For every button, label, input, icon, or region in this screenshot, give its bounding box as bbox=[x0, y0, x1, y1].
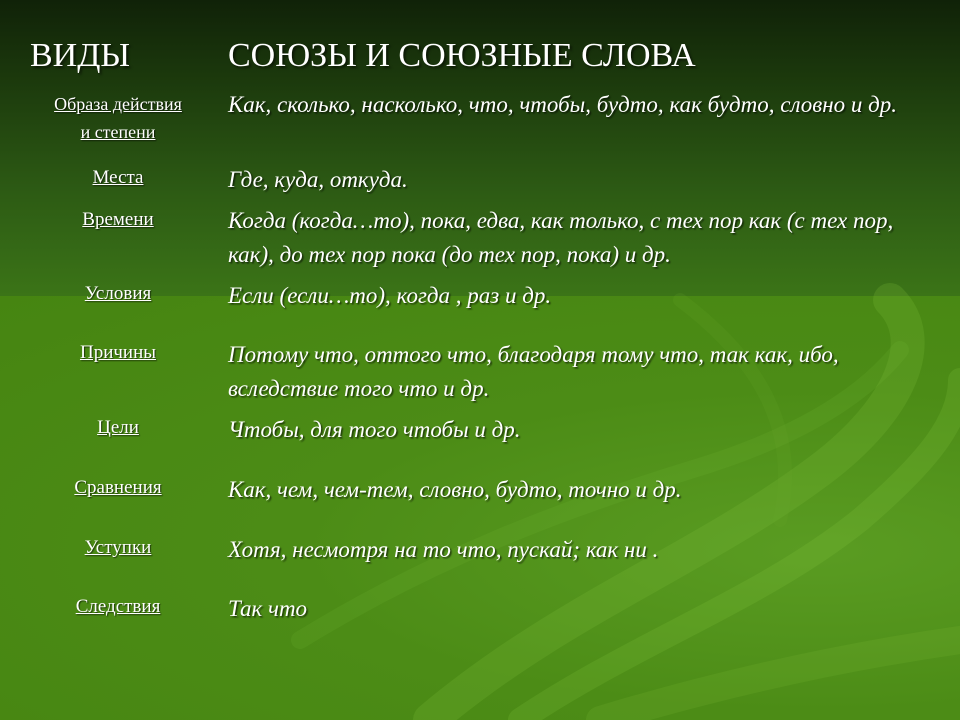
conjunctions-text: Когда (когда…то), пока, едва, как только, с тех пор как (с тех пор, как), до тех пор пока (до тех пор, пока) и др. bbox=[228, 208, 894, 267]
column-header-types: ВИДЫ bbox=[30, 37, 131, 74]
type-label bbox=[18, 90, 218, 146]
type-label-line: и степени bbox=[80, 122, 156, 142]
type-label: Места bbox=[92, 167, 144, 188]
type-label: Условия bbox=[84, 283, 152, 304]
column-header-conjunctions: СОЮЗЫ И СОЮЗНЫЕ СЛОВА bbox=[228, 37, 696, 74]
type-label: Сравнения bbox=[74, 477, 162, 498]
type-label: Уступки bbox=[84, 537, 152, 558]
conjunctions-text: Если (если…то), когда , раз и др. bbox=[228, 283, 552, 308]
conjunctions-text: Потому что, оттого что, благодаря тому что, так как, ибо, вследствие того что и др. bbox=[228, 342, 839, 401]
type-label: Времени bbox=[82, 209, 154, 230]
conjunctions-text: Где, куда, откуда. bbox=[228, 167, 408, 192]
type-label: Причины bbox=[79, 342, 157, 363]
type-label: Следствия bbox=[75, 596, 161, 617]
conjunctions-text: Так что bbox=[228, 596, 308, 621]
conjunctions-text: Хотя, несмотря на то что, пускай; как ни . bbox=[228, 537, 659, 562]
conjunctions-text: Как, чем, чем-тем, словно, будто, точно и др. bbox=[228, 477, 682, 502]
conjunctions-text: Чтобы, для того чтобы и др. bbox=[228, 417, 521, 442]
type-label-line: Образа действия bbox=[54, 94, 182, 114]
conjunctions-text: Как, сколько, насколько, что, чтобы, будто, как будто, словно и др. bbox=[228, 92, 898, 117]
type-label: Цели bbox=[97, 417, 139, 438]
